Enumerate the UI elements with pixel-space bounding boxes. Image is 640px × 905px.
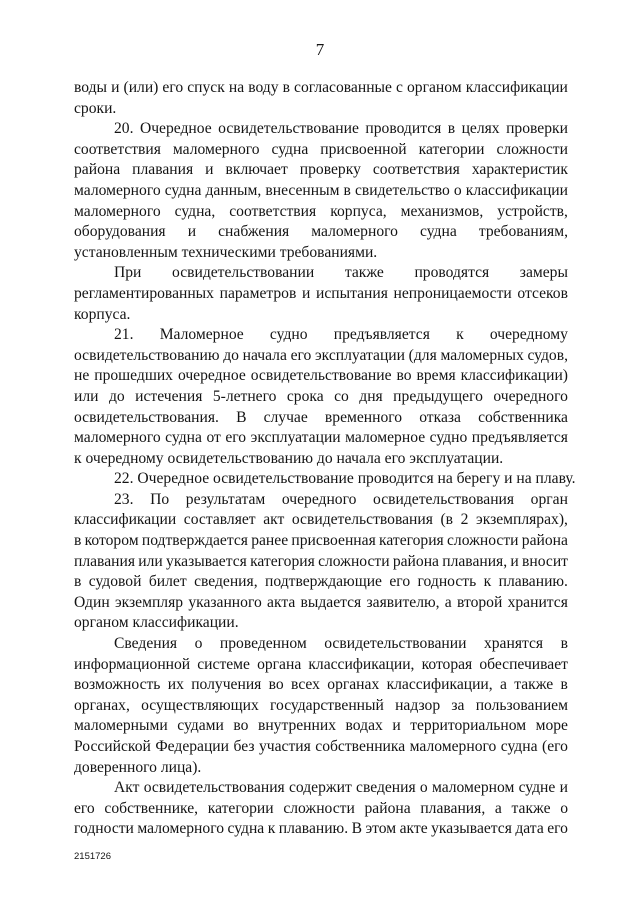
text-line: информационной системе органа классификации, которая обеспечивает — [74, 655, 568, 673]
text-line: в судовой билет сведения, подтверждающие его годность к плаванию. — [74, 573, 568, 591]
text-line: маломерного судна от его эксплуатации маломерное судно предъявляется — [74, 429, 568, 447]
text-line: сроки. — [74, 99, 117, 117]
text-line: доверенного лица). — [74, 758, 202, 776]
text-line: оборудования и снабжения маломерного судна требованиям, — [74, 223, 568, 241]
text-line: корпуса. — [74, 305, 131, 323]
text-line: 23. По результатам очередного освидетельствования орган — [114, 490, 568, 508]
text-line: района плавания и включает проверку соответствия характеристик — [74, 161, 568, 179]
text-line: его собственнике, категории сложности района плавания, а также о — [74, 799, 568, 817]
page-number: 7 — [315, 40, 325, 59]
text-line: 21. Маломерное судно предъявляется к очередному — [114, 326, 568, 344]
text-line: возможность их получения во всех органах классификации, а также в — [74, 676, 568, 694]
text-line: регламентированных параметров и испытания непроницаемости отсеков — [74, 284, 568, 302]
text-line: воды и (или) его спуск на воду в согласованные с органом классификации — [74, 79, 568, 96]
text-line: Акт освидетельствования содержит сведения о маломерном судне и — [114, 779, 568, 797]
text-line: соответствия маломерного судна присвоенной категории сложности — [74, 140, 568, 158]
text-line: Российской Федерации без участия собственника маломерного судна (его — [74, 738, 568, 755]
text-line: годности маломерного судна к плаванию. В этом акте указывается дата его — [74, 820, 568, 838]
text-line: органом классификации. — [74, 614, 239, 632]
text-line: 22. Очередное освидетельствование проводится на берегу и на плаву. — [114, 470, 576, 488]
text-line: маломерного судна данным, внесенным в свидетельство о классификации — [74, 181, 568, 199]
text-line: маломерного судна, соответствия корпуса, механизмов, устройств, — [74, 202, 568, 220]
text-line: плавания или указывается категория сложности района плавания, и вносит — [74, 552, 568, 570]
text-line: или до истечения 5-летнего срока со дня предыдущего очередного — [74, 387, 568, 405]
text-line: освидетельствованию до начала его эксплуатации (для маломерных судов, — [74, 346, 568, 364]
text-line: установленным техническими требованиями. — [74, 243, 378, 261]
text-line: Один экземпляр указанного акта выдается заявителю, а второй хранится — [74, 593, 568, 611]
text-line: не прошедших очередное освидетельствование во время классификации) — [74, 367, 568, 385]
text-line: к очередному освидетельствованию до начала его эксплуатации. — [74, 449, 504, 467]
text-line: освидетельствования. В случае временного отказа собственника — [74, 408, 568, 426]
text-line: в котором подтверждается ранее присвоенная категория сложности района — [74, 532, 568, 550]
text-line: органах, осуществляющих государственный надзор за пользованием — [74, 696, 568, 714]
text-line: классификации составляет акт освидетельствования (в 2 экземплярах), — [74, 511, 568, 529]
text-line: При освидетельствовании также проводятся замеры — [114, 264, 568, 282]
document-code: 2151726 — [74, 851, 111, 862]
text-line: маломерными судами во внутренних водах и территориальном море — [74, 717, 568, 735]
document-body — [74, 78, 576, 840]
text-line: Сведения о проведенном освидетельствовании хранятся в — [114, 635, 568, 653]
text-line: 20. Очередное освидетельствование проводится в целях проверки — [114, 120, 568, 138]
